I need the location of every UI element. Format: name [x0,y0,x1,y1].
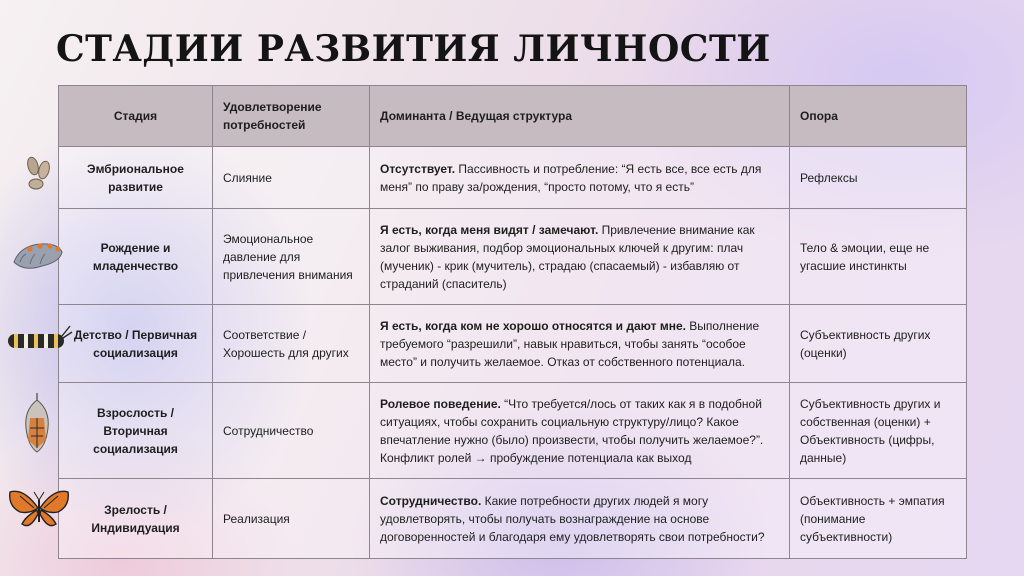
stages-table [58,85,967,559]
table-header-row [59,86,967,147]
support-cell: Рефлексы [790,147,967,209]
dominant-cell [370,383,790,479]
stage-cell: Взрослость / Вторичная социализация [59,383,213,479]
dominant-lead: Ролевое поведение. [380,396,501,411]
dominant-text: “Что требуется/лось от таких как я в подобной ситуациях, чтобы сохранить социальную структуру/лицо? Какое впечатление нужно (было) произвести, чтобы получить желаемое?”. Конфликт ролей → пробуждение потенциала как выход [380,396,764,465]
chrysalis-icon [26,393,49,452]
support-cell: Субъективность других (оценки) [790,305,967,383]
needs-cell: Эмоциональное давление для привлечения внимания [213,209,370,305]
dominant-lead: Сотрудничество. [380,493,482,508]
dominant-cell [370,147,790,209]
cocoon-eggs-icon [26,156,51,189]
dominant-lead: Я есть, когда ком не хорошо относятся и дают мне. [380,318,686,333]
table-row [59,147,967,209]
table-row [59,305,967,383]
dominant-lead: Отсутствует. [380,161,456,176]
support-cell: Тело & эмоции, еще не угасшие инстинкты [790,209,967,305]
support-cell: Субъективность других и собственная (оценки) + Объективность (цифры, данные) [790,383,967,479]
table-row [59,479,967,559]
caterpillar-icon [8,326,72,348]
header-dominant: Доминанта / Ведущая структура [370,86,790,147]
stage-cell: Эмбриональное развитие [59,147,213,209]
butterfly-icon [10,491,69,525]
needs-cell: Реализация [213,479,370,559]
stage-cell: Рождение и младенчество [59,209,213,305]
needs-cell: Соответствие / Хорошесть для других [213,305,370,383]
table-row [59,383,967,479]
table-row [59,209,967,305]
dominant-cell [370,305,790,383]
dominant-text: Выполнение требуемого “разрешили”, навык нравиться, чтобы занять “особое место” и получить желаемое. Отказ от собственного потенциала. [380,318,760,369]
dominant-cell [370,209,790,305]
support-cell: Объективность + эмпатия (понимание субъективности) [790,479,967,559]
stage-cell: Зрелость / Индивидуация [59,479,213,559]
needs-cell: Слияние [213,147,370,209]
dominant-cell [370,479,790,559]
page-title: СТАДИИ РАЗВИТИЯ ЛИЧНОСТИ [56,28,771,70]
header-stage: Стадия [59,86,213,147]
header-support: Опора [790,86,967,147]
larva-icon [14,243,62,268]
stage-cell: Детство / Первичная социализация [59,305,213,383]
dominant-text: Привлечение внимание как залог выживания, подбор эмоциональных ключей к другим: плач (мученик) - крик (мучитель), страдаю (спасаемый) - избавляю от страданий (спаситель) [380,222,755,291]
lifecycle-illustrations [0,0,80,576]
header-needs: Удовлетворение потребностей [213,86,370,147]
dominant-lead: Я есть, когда меня видят / замечают. [380,222,599,237]
needs-cell: Сотрудничество [213,383,370,479]
dominant-text: Какие потребности других людей я могу удовлетворять, чтобы получать вознаграждение на основе договоренностей и благодаря ему удовлетворять свои потребности? [380,493,765,544]
dominant-text: Пассивность и потребление: “Я есть все, все есть для меня” по праву за/рождения, “просто потому, что я есть” [380,161,762,194]
